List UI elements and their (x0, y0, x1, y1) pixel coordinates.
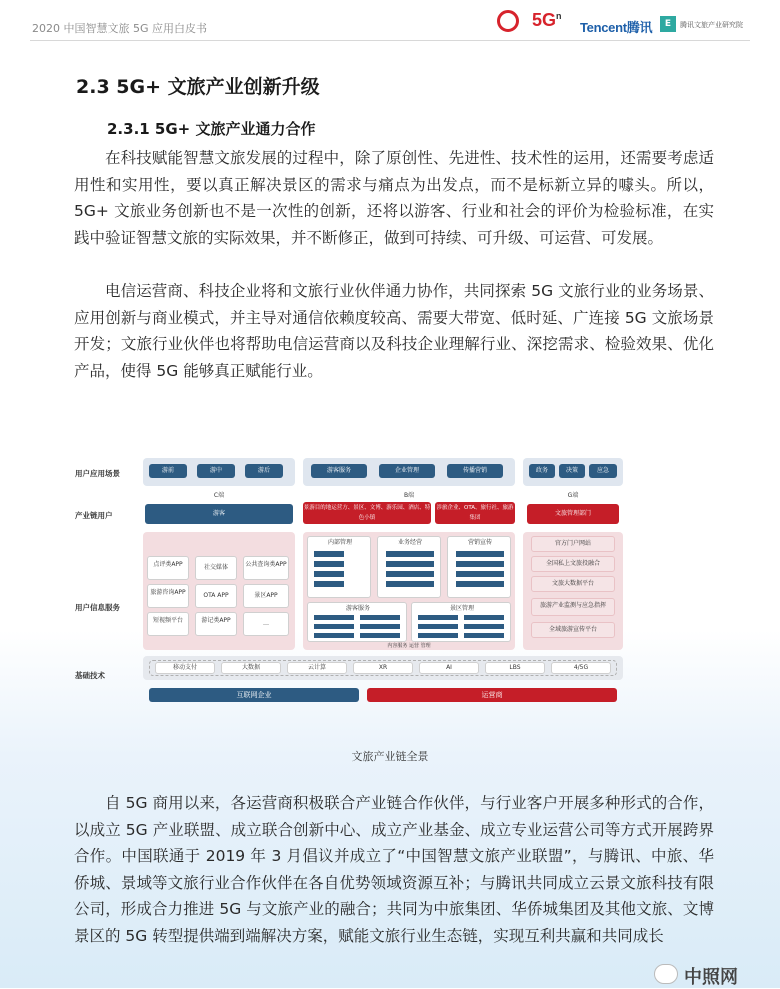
b-group-bar (418, 633, 458, 638)
b-group-title: 景区管理 (449, 605, 474, 612)
scene-box: 游后 (245, 464, 283, 478)
b-group-bar (386, 571, 434, 577)
g-item: 旅游产业监测与应急指挥 (531, 598, 615, 616)
c-app: 旅游咨询APP (147, 584, 189, 608)
chain-box-government: 文旅管理部门 (527, 504, 619, 524)
bottom-operator: 运营商 (367, 688, 617, 702)
scene-box: 应急 (589, 464, 617, 478)
tech-item: 移动支付 (155, 662, 215, 674)
institute-logo-text: 腾讯文旅产业研究院 (680, 21, 743, 29)
scene-box: 政务 (529, 464, 555, 478)
row-label-scene: 用户应用场景 (75, 469, 120, 478)
figure-caption: 文旅产业链全景 (351, 750, 429, 763)
tech-item: 大数据 (221, 662, 281, 674)
b-group-bar (314, 561, 344, 567)
c-app: 社交媒体 (195, 556, 237, 580)
b-group-title: 业务经营 (397, 539, 422, 546)
tech-item: LBS (485, 662, 545, 674)
chain-box-enterprise: 涉旅企业、OTA、旅行社、旅游集团 (435, 502, 515, 524)
b-group-bar (386, 561, 434, 567)
b-group-bar (360, 633, 400, 638)
b-group (411, 602, 511, 642)
b-group-bar (418, 615, 458, 620)
chain-head-c: C端 (213, 492, 225, 499)
b-group (377, 536, 441, 598)
b-group-bar (418, 624, 458, 629)
china-unicom-logo-text (494, 30, 496, 36)
tech-item: 云计算 (287, 662, 347, 674)
b-group-bar (464, 615, 504, 620)
subsection-heading: 2.3.1 5G+ 文旅产业通力合作 (107, 120, 316, 138)
scene-box: 游前 (149, 464, 187, 478)
c-app: 景区APP (243, 584, 289, 608)
paragraph-2: 电信运营商、科技企业将和文旅行业伙伴通力协作，共同探索 5G 文旅行业的业务场景、应用创新与商业模式，并主导对通信依赖度较高、需要大带宽、低时延、广连接 5G 文旅场景开发；文旅行业伙伴也将帮助电信运营商以及科技企业理解行业、深挖需求、检验效果、优化产品，使得 5G 能够真正赋能行业。 (74, 282, 714, 380)
g-item: 全域旅游宣传平台 (531, 622, 615, 638)
tech-item: 4/5G (551, 662, 611, 674)
tech-item: XR (353, 662, 413, 674)
bottom-internet: 互联网企业 (149, 688, 359, 702)
b-footer: 内容服务 运营 管理 (387, 643, 431, 649)
b-group-bar (456, 561, 504, 567)
industry-chain-diagram (75, 452, 625, 714)
c-app: 点评类APP (147, 556, 189, 580)
b-group-bar (314, 615, 354, 620)
b-group-bar (386, 551, 434, 557)
b-group-title: 内部管理 (327, 539, 352, 546)
scene-box: 传播营销 (447, 464, 503, 478)
china-unicom-logo (497, 10, 519, 32)
institute-logo-mark: E (660, 16, 676, 32)
g-item: 官方门户网站 (531, 536, 615, 552)
tencent-logo: Tencent腾讯 (580, 20, 653, 35)
page-header (0, 0, 780, 44)
header-divider (30, 40, 750, 41)
b-group-bar (360, 615, 400, 620)
scene-box: 游中 (197, 464, 235, 478)
5gn-logo: $5G^n$ (532, 10, 562, 30)
row-label-info: 用户信息服务 (75, 603, 120, 612)
book-title: 2020 中国智慧文旅 5G 应用白皮书 (32, 22, 208, 35)
c-app: 短视频平台 (147, 612, 189, 636)
watermark (648, 962, 768, 986)
b-group-bar (386, 581, 434, 587)
scene-box: 企业管理 (379, 464, 435, 478)
b-group (307, 602, 407, 642)
row-label-chain: 产业链用户 (75, 511, 113, 520)
c-app: OTA APP (195, 584, 237, 608)
c-app: 游记类APP (195, 612, 237, 636)
g-item: 全国私上文旅投融合 (531, 556, 615, 572)
b-group-bar (314, 571, 344, 577)
b-group-bar (464, 624, 504, 629)
c-app: 公共查询类APP (243, 556, 289, 580)
b-group-title: 营销宣传 (467, 539, 492, 546)
paragraph-1: 在科技赋能智慧文旅发展的过程中，除了原创性、先进性、技术性的运用，还需要考虑适用性和实用性，要以真正解决景区的需求与痛点为出发点，而不是标新立异的噱头。所以，5G+ 文旅业务创新也不是一次性的创新，还将以游客、行业和社会的评价为检验标准，在实践中验证智慧文旅的实际效果，并不断修正，做到可持续、可升级、可运营、可发展。 (74, 149, 714, 247)
tech-item: AI (419, 662, 479, 674)
row-label-base: 基础技术 (75, 671, 105, 680)
b-group-bar (314, 624, 354, 629)
c-app: … (243, 612, 289, 636)
b-group-title: 游客服务 (345, 605, 370, 612)
b-group-bar (456, 581, 504, 587)
g-item: 文旅大数据平台 (531, 576, 615, 592)
scene-box: 游客服务 (311, 464, 367, 478)
chain-head-g: G端 (567, 492, 579, 499)
wechat-icon (654, 964, 678, 984)
b-group-bar (314, 581, 344, 587)
b-group (447, 536, 511, 598)
watermark-text: 中照网 (684, 967, 738, 988)
b-group-bar (360, 624, 400, 629)
b-group-bar (314, 551, 344, 557)
chain-box-tourist: 游客 (145, 504, 293, 524)
b-group-bar (456, 551, 504, 557)
chain-head-b: B端 (403, 492, 415, 499)
paragraph-3: 自 5G 商用以来，各运营商积极联合产业链合作伙伴，与行业客户开展多种形式的合作，以成立 5G 产业联盟、成立联合创新中心、成立产业基金、成立专业运营公司等方式开展跨界合作。中国联通于 2019 年 3 月倡议并成立了“中国智慧文旅产业联盟”，与腾讯、中旅、华侨城、景域等文旅行业合作伙伴在各自优势领域资源互补；与腾讯共同成立云景文旅科技有限公司，形成合力推进 5G 与文旅产业的融合；共同为中旅集团、华侨城集团及其他文旅、文博景区的 5G 转型提供端到端解决方案，赋能文旅行业生态链，实现互利共赢和共同成长 (74, 794, 714, 945)
b-group-bar (456, 571, 504, 577)
chain-box-destination: 景游目的地运营方、景区、文博、游乐园、酒店、特色小镇 (303, 502, 431, 524)
b-group-bar (314, 633, 354, 638)
section-heading: 2.3 5G+ 文旅产业创新升级 (76, 76, 320, 98)
b-group (307, 536, 371, 598)
b-group-bar (464, 633, 504, 638)
scene-box: 决策 (559, 464, 585, 478)
